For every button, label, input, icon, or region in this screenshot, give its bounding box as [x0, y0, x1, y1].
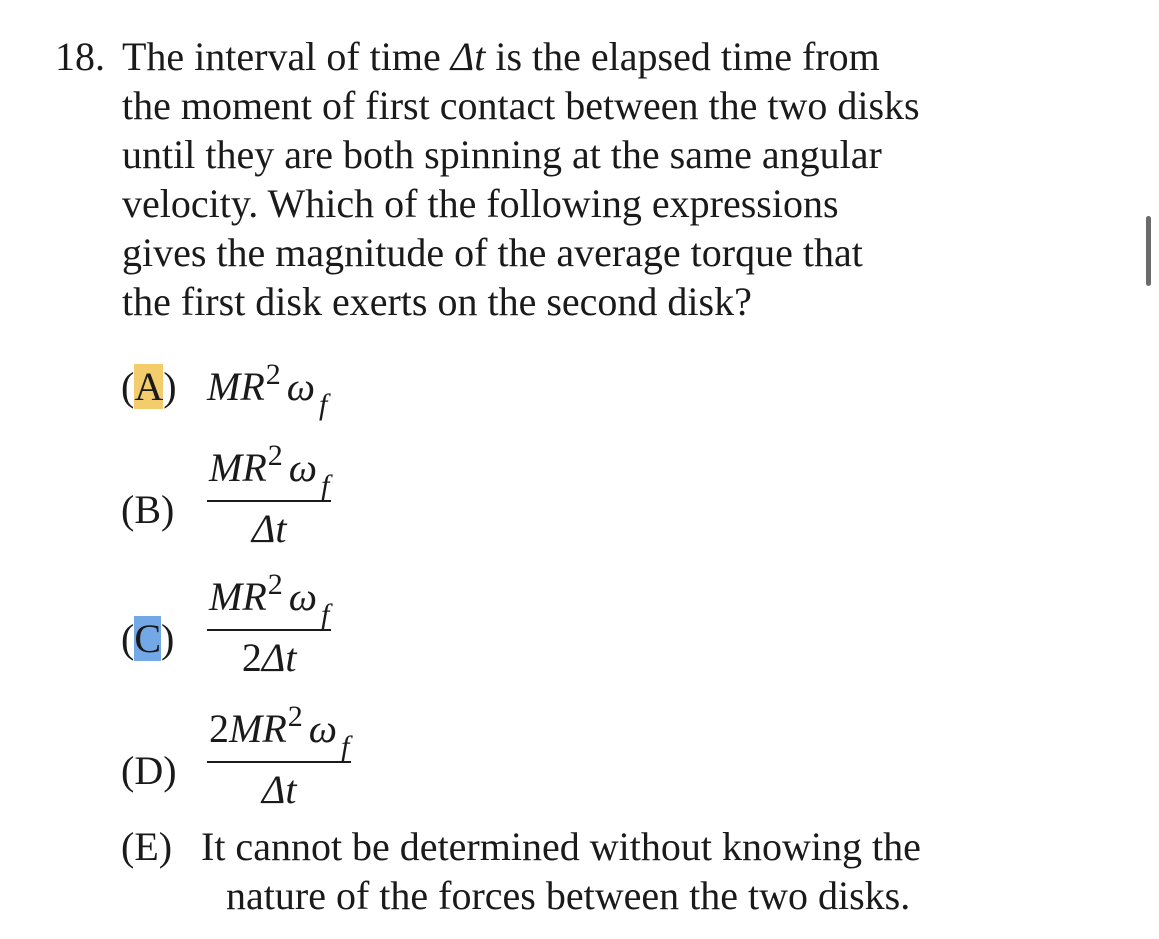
question-number: 18. — [55, 34, 105, 79]
question-text-part1: The interval of time — [122, 34, 451, 79]
delta-t-symbol: Δt — [450, 34, 486, 79]
choice-d-label[interactable]: (D) — [121, 748, 177, 793]
choice-d-numerator: $2MR^2$ ω $_f$ — [209, 700, 350, 763]
choice-b-fraction — [207, 439, 331, 553]
choice-a-letter-highlight: A — [134, 364, 164, 409]
choice-c-fraction — [207, 568, 331, 682]
choice-a-label[interactable]: (A) — [121, 364, 177, 409]
choice-b-numerator: $MR^2$ ω $_f$ — [209, 439, 330, 502]
choice-c-letter-highlight: C — [134, 616, 162, 661]
question-text — [122, 32, 1015, 326]
choice-b-label[interactable]: (B) — [121, 487, 175, 532]
scrollbar-thumb[interactable] — [1146, 216, 1151, 286]
choice-a-expression: $MR^2$ ω $_f$ — [207, 358, 328, 421]
choice-b-denominator: Δt — [251, 506, 287, 551]
question-block — [55, 32, 1015, 326]
choice-e-label[interactable]: (E) — [121, 824, 173, 869]
choice-c-label[interactable]: (C) — [121, 616, 175, 661]
choice-e-text — [201, 822, 1001, 920]
question-text-part2: is the elapsed time from the moment of first contact between the two disks until they are both spinning at the same angular velocity. Which of the following expressions gives the magnitude of the average torque that the first disk exerts on the second disk? — [122, 34, 920, 324]
choice-d-denominator: Δt — [261, 767, 297, 812]
choice-c-numerator: $MR^2$ ω $_f$ — [209, 568, 330, 631]
choice-e-line1: It cannot be determined without knowing the — [201, 824, 921, 869]
choice-d-fraction — [207, 700, 351, 814]
choice-e-line2: nature of the forces between the two disks. — [226, 873, 911, 918]
choice-c-denominator: 2Δt — [241, 635, 297, 680]
